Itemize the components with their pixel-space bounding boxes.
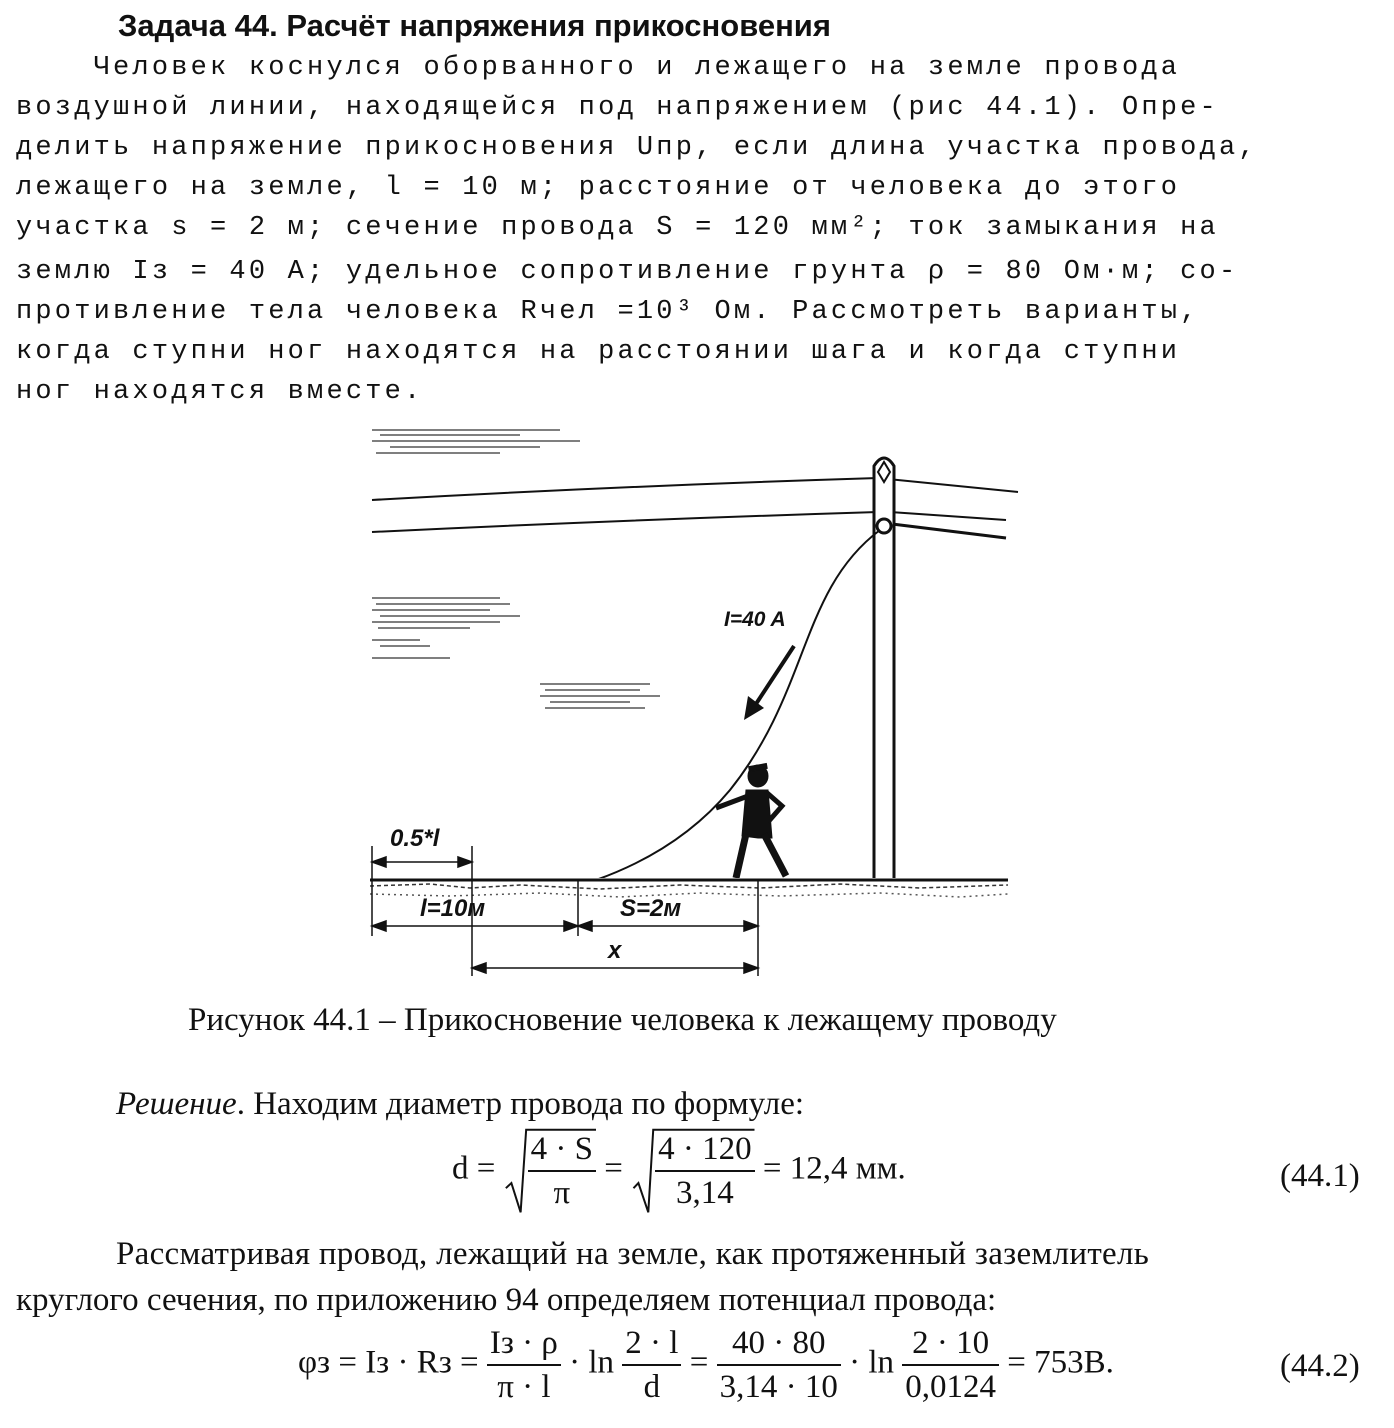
eq1-numerator-numeric: 4 · 120 xyxy=(655,1128,755,1172)
figure-caption: Рисунок 44.1 – Прикосновение человека к лежащему проводу xyxy=(188,1002,1057,1038)
current-arrow xyxy=(744,646,794,720)
eq1-result: = 12,4 мм. xyxy=(762,1150,906,1187)
distance-label: S=2м xyxy=(620,895,682,922)
equation-number-44-2: (44.2) xyxy=(1280,1348,1360,1384)
eq1-denominator-numeric: 3,14 xyxy=(675,1175,734,1211)
eq1-denominator-symbolic: π xyxy=(553,1175,571,1211)
task-line: землю Iз = 40 А; удельное сопротивление грунта ρ = 80 Ом·м; со- xyxy=(16,257,1239,287)
solution-label: Решение xyxy=(116,1086,237,1122)
current-label: I=40 A xyxy=(724,608,786,631)
eq2-ln-1: · ln xyxy=(569,1344,615,1381)
task-line: ног находятся вместе. xyxy=(16,377,424,407)
utility-pole xyxy=(874,458,894,880)
eq1-numerator-symbolic: 4 · S xyxy=(528,1128,596,1172)
sky-hatching-top xyxy=(372,430,580,453)
eq2-numerator-1: Iз · ρ xyxy=(487,1322,561,1366)
solution-intro xyxy=(116,1086,804,1123)
equation-diameter xyxy=(452,1128,906,1214)
x-label: x xyxy=(608,937,622,964)
eq2-denominator-3: 3,14 · 10 xyxy=(719,1369,838,1405)
eq2-numerator-2: 2 · l xyxy=(622,1322,681,1366)
half-length-label: 0.5*l xyxy=(390,825,440,852)
broken-wire xyxy=(596,530,880,880)
eq2-result: = 753В. xyxy=(1007,1344,1114,1381)
length-label: l=10м xyxy=(420,895,486,922)
sky-hatching-middle xyxy=(372,598,520,658)
eq1-equals: = xyxy=(604,1150,623,1187)
sky-hatching-lower xyxy=(540,684,660,708)
equation-potential xyxy=(298,1322,1114,1408)
eq1-lhs: d = xyxy=(452,1150,496,1187)
eq1-sqrt-symbolic xyxy=(504,1128,596,1214)
task-line: воздушной линии, находящейся под напряжением (рис 44.1). Опре- xyxy=(16,93,1219,123)
eq1-sqrt-numeric xyxy=(631,1128,755,1214)
task-line: Человек коснулся оборванного и лежащего на земле провода xyxy=(16,53,1181,83)
equation-number-44-1: (44.1) xyxy=(1280,1158,1360,1194)
eq2-denominator-2: d xyxy=(643,1369,661,1405)
task-line: участка s = 2 м; сечение провода S = 120 мм²; ток замыкания на xyxy=(16,213,1219,243)
task-title: Задача 44. Расчёт напряжения прикосновения xyxy=(118,8,831,43)
eq2-numerator-3: 40 · 80 xyxy=(717,1322,841,1366)
paragraph-line: Рассматривая провод, лежащий на земле, как протяженный заземлитель xyxy=(116,1236,1150,1272)
overhead-wire-middle xyxy=(372,512,878,532)
eq2-denominator-1: π · l xyxy=(497,1369,551,1405)
solution-intro-text: . Находим диаметр провода по формуле: xyxy=(236,1086,805,1122)
overhead-wire-upper xyxy=(372,478,1018,500)
dimension-x xyxy=(472,963,758,973)
eq2-ln-2: · ln xyxy=(849,1344,894,1381)
overhead-wire-right xyxy=(890,512,1006,520)
eq2-numerator-4: 2 · 10 xyxy=(902,1322,999,1366)
task-line: когда ступни ног находятся на расстоянии шага и когда ступни xyxy=(16,337,1181,367)
task-line: противление тела человека Rчел =10³ Ом. Рассмотреть варианты, xyxy=(16,297,1200,327)
eq2-lhs: φз = Iз · Rз = xyxy=(298,1344,479,1381)
task-line: лежащего на земле, l = 10 м; расстояние от человека до этого xyxy=(16,173,1181,203)
eq2-denominator-4: 0,0124 xyxy=(905,1369,996,1405)
paragraph-line: круглого сечения, по приложению 94 определяем потенциал провода: xyxy=(16,1282,997,1318)
person-figure xyxy=(716,763,786,878)
eq2-equals: = xyxy=(689,1344,709,1381)
overhead-wire-right-lower xyxy=(892,524,1006,538)
task-line: делить напряжение прикосновения Uпр, если длина участка провода, xyxy=(16,133,1258,163)
